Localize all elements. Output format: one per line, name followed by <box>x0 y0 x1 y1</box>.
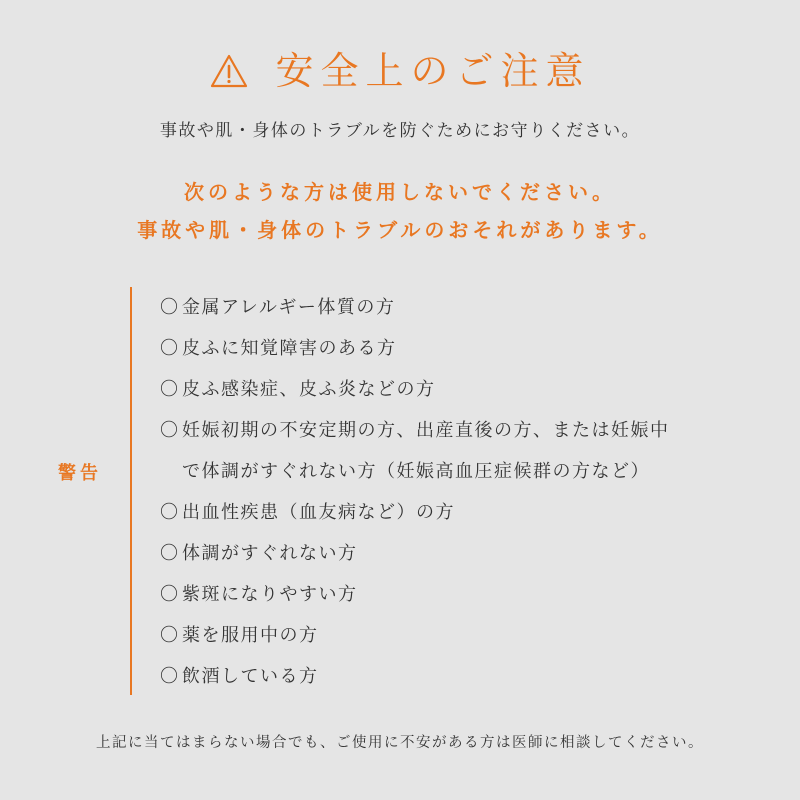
circle-bullet-icon: 〇 <box>160 666 180 687</box>
header <box>0 49 800 93</box>
circle-bullet-icon: 〇 <box>160 297 180 318</box>
warning-item <box>160 369 770 410</box>
circle-bullet-icon: 〇 <box>160 502 180 523</box>
page-title: 安全上のご注意 <box>275 49 591 93</box>
caution-line-1: 次のような方は使用しないでください。 <box>184 180 616 204</box>
footer-note: 上記に当てはまらない場合でも、ご使用に不安がある方は医師に相談してください。 <box>96 735 704 751</box>
circle-bullet-icon: 〇 <box>160 420 180 441</box>
warning-section <box>58 287 778 695</box>
warning-item-text: 飲酒している方 <box>182 666 319 687</box>
circle-bullet-icon: 〇 <box>160 338 180 359</box>
warning-item <box>160 492 770 533</box>
circle-bullet-icon: 〇 <box>160 543 180 564</box>
warning-item-text: 妊娠初期の不安定期の方、出産直後の方、または妊娠中 <box>182 420 670 441</box>
warning-item-text: 体調がすぐれない方 <box>182 543 358 564</box>
warning-label: 警告 <box>58 463 102 484</box>
warning-divider <box>130 287 132 695</box>
warning-item-text-wrapped <box>182 410 770 492</box>
circle-bullet-icon: 〇 <box>160 379 180 400</box>
warning-item-text: 皮ふ感染症、皮ふ炎などの方 <box>182 379 436 400</box>
warning-item <box>160 615 770 656</box>
warning-item-text: 出血性疾患（血友病など）の方 <box>182 502 455 523</box>
warning-item <box>160 287 770 328</box>
warning-item-text: 紫斑になりやすい方 <box>182 584 358 605</box>
warning-item-text: 金属アレルギー体質の方 <box>182 297 396 318</box>
circle-bullet-icon: 〇 <box>160 584 180 605</box>
warning-item <box>160 574 770 615</box>
warning-item-continuation: で体調がすぐれない方（妊娠高血圧症候群の方など） <box>182 461 650 482</box>
warning-item <box>160 328 770 369</box>
warning-item <box>160 410 770 492</box>
warning-triangle-icon <box>209 53 249 89</box>
warning-item <box>160 656 770 697</box>
circle-bullet-icon: 〇 <box>160 625 180 646</box>
warning-item-text: 皮ふに知覚障害のある方 <box>182 338 397 359</box>
caution-line-2: 事故や肌・身体のトラブルのおそれがあります。 <box>137 218 663 242</box>
warning-item-text: 薬を服用中の方 <box>182 625 319 646</box>
warning-list <box>160 287 770 697</box>
warning-item <box>160 533 770 574</box>
page-subtitle: 事故や肌・身体のトラブルを防ぐためにお守りください。 <box>159 121 641 141</box>
